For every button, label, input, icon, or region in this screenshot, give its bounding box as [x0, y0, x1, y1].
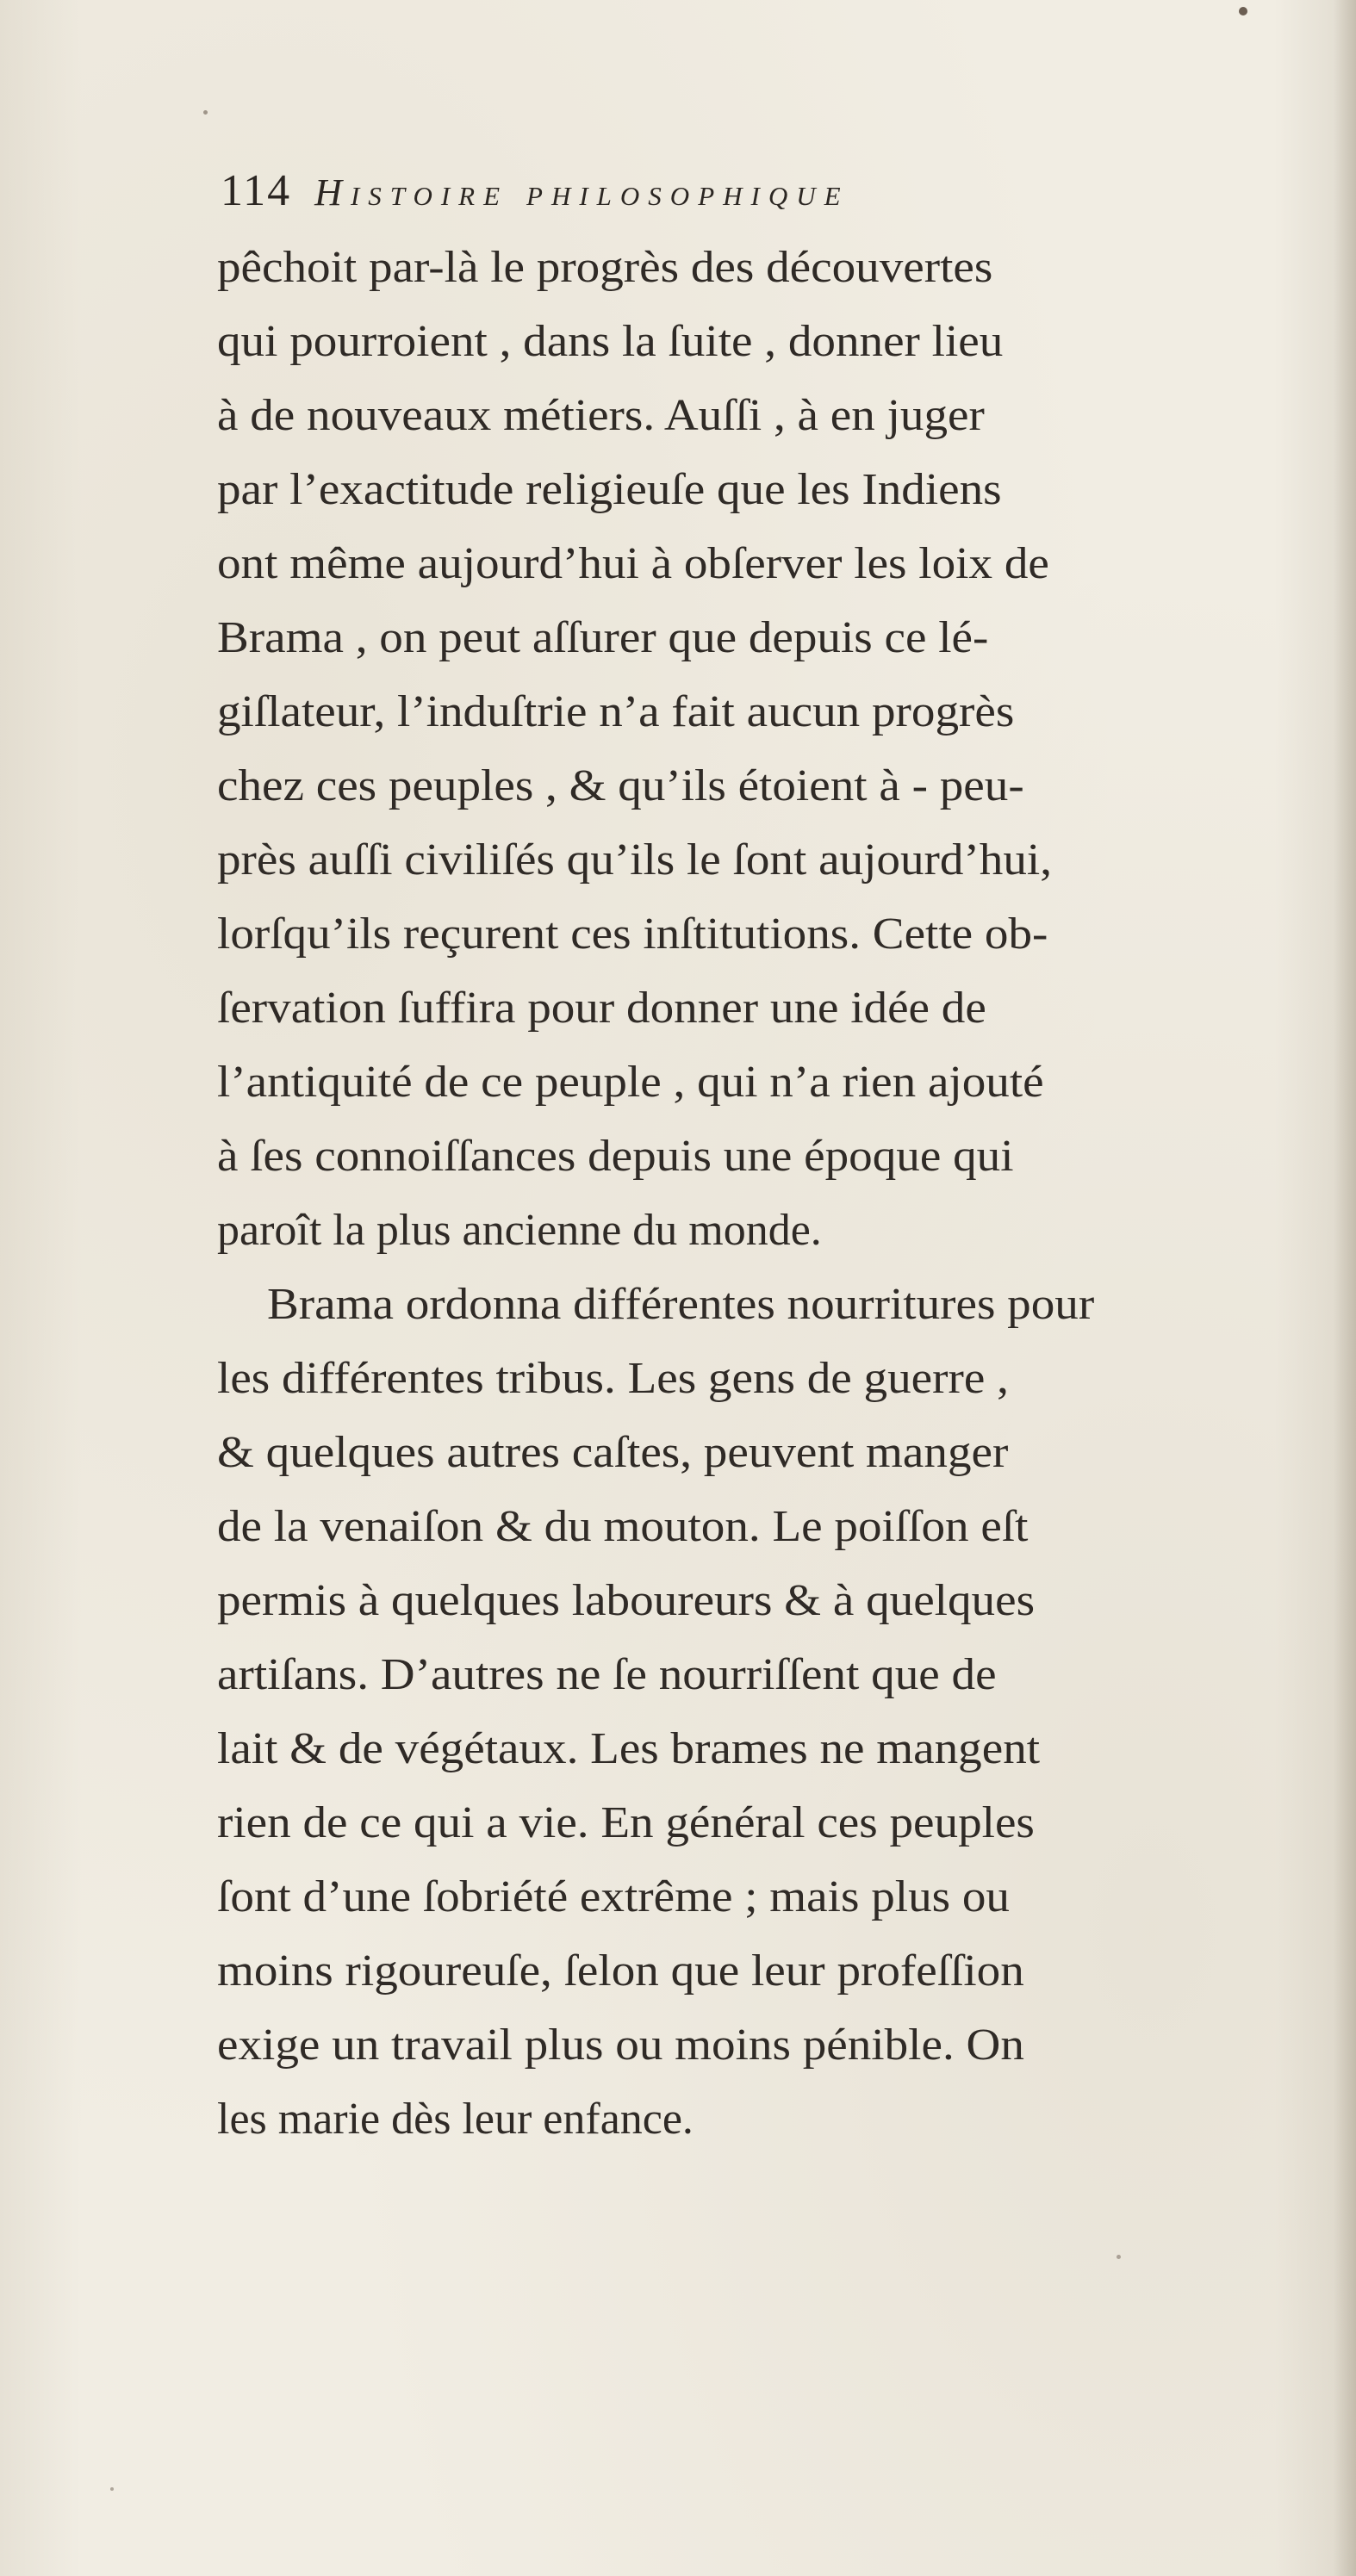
text-line: lorſqu’ils reçurent ces inſtitutions. Cette ob- — [217, 909, 1048, 959]
paper-speck — [1117, 2255, 1121, 2259]
text-line: paroît la plus ancienne du monde. — [217, 1206, 822, 1255]
text-line: giſlateur, l’induſtrie n’a fait aucun progrès — [217, 687, 1015, 736]
text-line: artiſans. D’autres ne ſe nourriſſent que de — [217, 1650, 997, 1699]
running-title: Histoire philosophique — [314, 171, 849, 214]
text-line: ont même aujourd’hui à obſerver les loix de — [217, 539, 1049, 588]
page-edge-shadow — [1334, 0, 1356, 2576]
paper-speck — [110, 2487, 114, 2491]
text-line: exige un travail plus ou moins pénible. On — [217, 2020, 1024, 2070]
text-line: de la venaiſon & du mouton. Le poiſſon eſt — [217, 1502, 1029, 1551]
text-line: l’antiquité de ce peuple , qui n’a rien ajouté — [217, 1058, 1044, 1107]
text-line: chez ces peuples , & qu’ils étoient à - peu- — [217, 761, 1024, 810]
text-line: à ſes connoiſſances depuis une époque qui — [217, 1132, 1014, 1181]
page-number: 114 — [221, 166, 292, 215]
text-line: qui pourroient , dans la ſuite , donner lieu — [217, 317, 1004, 366]
text-line: les différentes tribus. Les gens de guerre , — [217, 1354, 1009, 1403]
text-line: Brama , on peut aſſurer que depuis ce lé- — [217, 613, 989, 662]
text-line: ſervation ſuffira pour donner une idée de — [217, 984, 986, 1033]
text-line: ſont d’une ſobriété extrême ; mais plus ou — [217, 1872, 1010, 1921]
text-line: près auſſi civiliſés qu’ils le ſont aujourd’hui, — [217, 835, 1053, 885]
text-line: pêchoit par-là le progrès des découvertes — [217, 243, 993, 292]
text-line: permis à quelques laboureurs & à quelques — [217, 1576, 1036, 1625]
text-line: & quelques autres caſtes, peuvent manger — [217, 1428, 1009, 1477]
text-line: lait & de végétaux. Les brames ne mangent — [217, 1724, 1041, 1773]
text-line: à de nouveaux métiers. Auſſi , à en juger — [217, 391, 985, 440]
text-line: moins rigoureuſe, ſelon que leur profeſſion — [217, 1946, 1024, 1996]
text-line: rien de ce qui a vie. En général ces peuples — [217, 1798, 1035, 1847]
text-line: les marie dès leur enfance. — [217, 2095, 694, 2144]
paper-speck — [203, 110, 208, 115]
running-head — [221, 165, 1168, 234]
text-line: par l’exactitude religieuſe que les Indiens — [217, 465, 1002, 514]
paper-speck — [1239, 7, 1247, 16]
text-line: Brama ordonna différentes nourritures pour — [267, 1280, 1095, 1329]
